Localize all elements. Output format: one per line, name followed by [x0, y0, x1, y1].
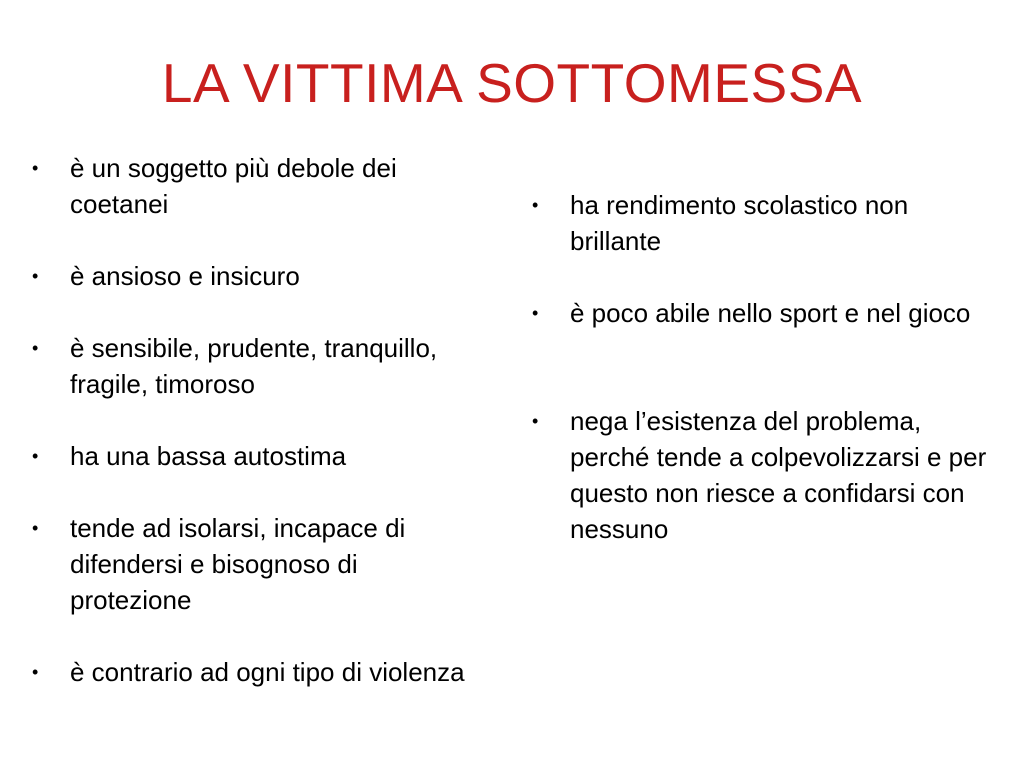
bullet-icon: •	[32, 662, 39, 682]
bullet-icon: •	[32, 518, 39, 538]
list-item	[30, 654, 480, 690]
bullet-text: ha rendimento scolastico non brillante	[570, 190, 909, 256]
list-item	[530, 295, 990, 331]
slide-title: LA VITTIMA SOTTOMESSA	[161, 52, 863, 114]
bullet-text: è un soggetto più debole dei coetanei	[70, 153, 397, 219]
bullet-icon: •	[32, 446, 39, 466]
list-item	[30, 438, 480, 474]
list-item	[30, 258, 480, 294]
bullet-text: ha una bassa autostima	[70, 441, 347, 471]
bullet-icon: •	[32, 158, 39, 178]
list-item	[30, 150, 480, 222]
bullet-icon: •	[532, 195, 539, 215]
bullet-text: è poco abile nello sport e nel gioco	[570, 298, 971, 328]
bullet-text: è contrario ad ogni tipo di violenza	[70, 657, 465, 687]
list-item	[30, 510, 480, 618]
bullet-icon: •	[532, 411, 539, 431]
bullet-text: è sensibile, prudente, tranquillo, fragile, timoroso	[70, 333, 438, 399]
list-item	[530, 187, 990, 259]
bullet-icon: •	[532, 303, 539, 323]
bullet-text: è ansioso e insicuro	[70, 261, 300, 291]
bullet-text: tende ad isolarsi, incapace di difendersi e bisognoso di protezione	[70, 513, 406, 615]
bullet-icon: •	[32, 266, 39, 286]
bullet-text: nega l’esistenza del problema, perché tende a colpevolizzarsi e per questo non riesce a confidarsi con nessuno	[570, 406, 987, 544]
bullet-icon: •	[32, 338, 39, 358]
list-item	[30, 330, 480, 402]
list-item	[530, 403, 990, 547]
